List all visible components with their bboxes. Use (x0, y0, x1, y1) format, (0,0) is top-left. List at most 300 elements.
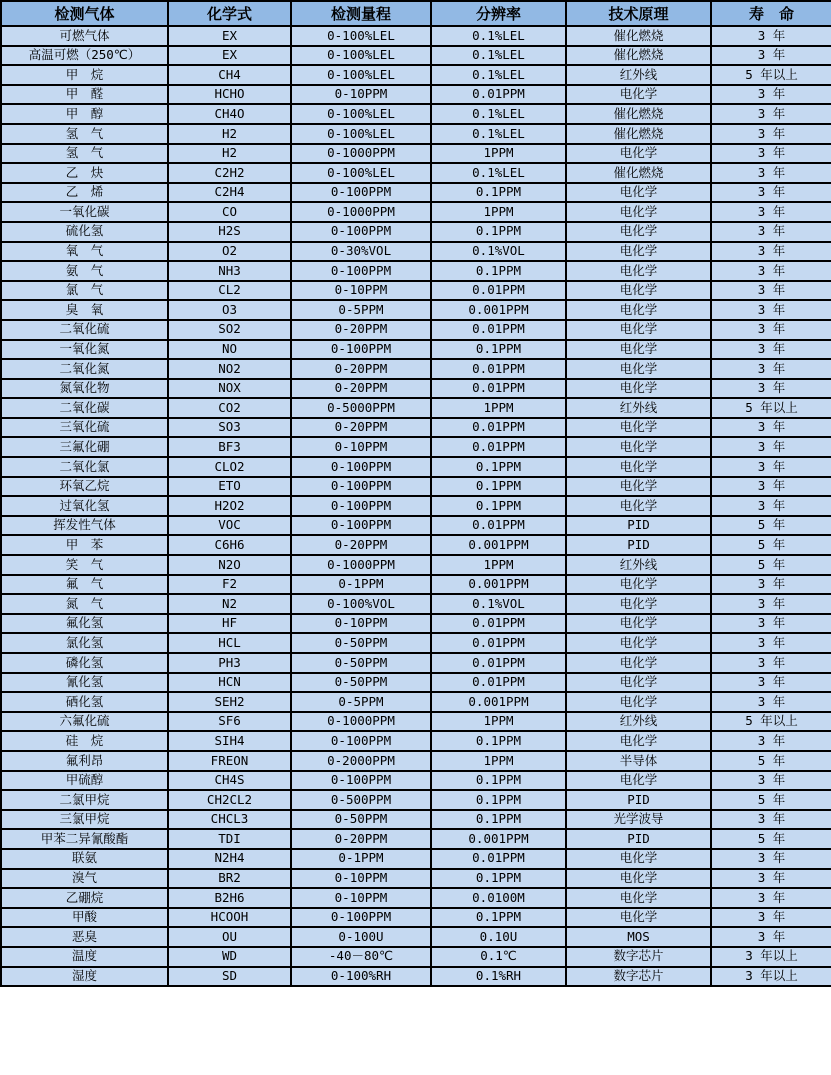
gas-name-cell: 联氨 (1, 849, 168, 869)
resolution-cell: 0.1%LEL (431, 163, 566, 183)
detection-range-cell: 0-100%LEL (291, 163, 431, 183)
lifespan-cell: 3 年 (711, 300, 831, 320)
technology-cell: 电化学 (566, 731, 711, 751)
chemical-formula-cell: OU (168, 927, 291, 947)
table-row (1, 947, 831, 967)
technology-cell: PID (566, 829, 711, 849)
table-row (1, 144, 831, 164)
gas-name-cell: 二氧化碳 (1, 398, 168, 418)
detection-range-cell: 0-500PPM (291, 790, 431, 810)
table-row (1, 869, 831, 889)
technology-cell: 电化学 (566, 653, 711, 673)
resolution-cell: 1PPM (431, 144, 566, 164)
gas-name-cell: 甲 烷 (1, 65, 168, 85)
chemical-formula-cell: EX (168, 46, 291, 66)
table-row (1, 340, 831, 360)
resolution-cell: 0.1PPM (431, 771, 566, 791)
technology-cell: 电化学 (566, 575, 711, 595)
chemical-formula-cell: CH4 (168, 65, 291, 85)
table-row (1, 222, 831, 242)
lifespan-cell: 3 年 (711, 26, 831, 46)
gas-name-cell: 甲硫醇 (1, 771, 168, 791)
detection-range-cell: 0-1PPM (291, 849, 431, 869)
lifespan-cell: 3 年 (711, 457, 831, 477)
lifespan-cell: 5 年 (711, 555, 831, 575)
lifespan-cell: 3 年 (711, 281, 831, 301)
table-row (1, 633, 831, 653)
technology-cell: 电化学 (566, 418, 711, 438)
technology-cell: 电化学 (566, 692, 711, 712)
chemical-formula-cell: HCOOH (168, 908, 291, 928)
lifespan-cell: 5 年 (711, 516, 831, 536)
gas-name-cell: 溴气 (1, 869, 168, 889)
chemical-formula-cell: O3 (168, 300, 291, 320)
resolution-cell: 0.1%LEL (431, 46, 566, 66)
lifespan-cell: 3 年 (711, 614, 831, 634)
lifespan-cell: 3 年 (711, 633, 831, 653)
lifespan-cell: 3 年 (711, 653, 831, 673)
technology-cell: 光学波导 (566, 810, 711, 830)
lifespan-cell: 3 年 (711, 320, 831, 340)
lifespan-cell: 3 年 (711, 340, 831, 360)
resolution-cell: 0.01PPM (431, 849, 566, 869)
gas-name-cell: 高温可燃（250℃） (1, 46, 168, 66)
detection-range-cell: 0-10PPM (291, 85, 431, 105)
detection-range-cell: 0-1000PPM (291, 144, 431, 164)
gas-name-cell: 甲苯二异氰酸酯 (1, 829, 168, 849)
resolution-cell: 0.01PPM (431, 516, 566, 536)
lifespan-cell: 3 年 (711, 359, 831, 379)
detection-range-cell: 0-100PPM (291, 496, 431, 516)
resolution-cell: 0.001PPM (431, 575, 566, 595)
detection-range-cell: 0-10PPM (291, 281, 431, 301)
table-row (1, 163, 831, 183)
detection-range-cell: 0-5PPM (291, 300, 431, 320)
table-row (1, 751, 831, 771)
lifespan-cell: 3 年 (711, 202, 831, 222)
gas-name-cell: 挥发性气体 (1, 516, 168, 536)
technology-cell: 电化学 (566, 888, 711, 908)
technology-cell: 电化学 (566, 673, 711, 693)
detection-range-cell: 0-20PPM (291, 359, 431, 379)
detection-range-cell: 0-50PPM (291, 810, 431, 830)
table-row (1, 300, 831, 320)
resolution-cell: 0.1%LEL (431, 104, 566, 124)
resolution-cell: 0.01PPM (431, 633, 566, 653)
resolution-cell: 0.1%LEL (431, 65, 566, 85)
chemical-formula-cell: WD (168, 947, 291, 967)
table-row (1, 888, 831, 908)
detection-range-cell: 0-5PPM (291, 692, 431, 712)
technology-cell: 电化学 (566, 594, 711, 614)
lifespan-cell: 3 年 (711, 144, 831, 164)
lifespan-cell: 3 年以上 (711, 947, 831, 967)
table-row (1, 692, 831, 712)
chemical-formula-cell: FREON (168, 751, 291, 771)
table-row (1, 124, 831, 144)
technology-cell: 电化学 (566, 477, 711, 497)
technology-cell: 数字芯片 (566, 967, 711, 987)
table-row (1, 183, 831, 203)
chemical-formula-cell: F2 (168, 575, 291, 595)
lifespan-cell: 3 年 (711, 379, 831, 399)
chemical-formula-cell: VOC (168, 516, 291, 536)
resolution-cell: 0.1PPM (431, 869, 566, 889)
technology-cell: 电化学 (566, 908, 711, 928)
table-row (1, 437, 831, 457)
technology-cell: 电化学 (566, 202, 711, 222)
gas-name-cell: 氟化氢 (1, 614, 168, 634)
table-row (1, 594, 831, 614)
resolution-cell: 0.1PPM (431, 261, 566, 281)
technology-cell: 电化学 (566, 85, 711, 105)
detection-range-cell: 0-20PPM (291, 418, 431, 438)
gas-name-cell: 二氧化氯 (1, 457, 168, 477)
technology-cell: 电化学 (566, 359, 711, 379)
detection-range-cell: 0-50PPM (291, 653, 431, 673)
chemical-formula-cell: H2 (168, 124, 291, 144)
resolution-cell: 0.01PPM (431, 379, 566, 399)
chemical-formula-cell: HCHO (168, 85, 291, 105)
detection-range-cell: 0-100PPM (291, 457, 431, 477)
resolution-cell: 0.1%VOL (431, 594, 566, 614)
resolution-cell: 0.1℃ (431, 947, 566, 967)
column-header-resolution: 分辨率 (431, 1, 566, 26)
gas-name-cell: 笑 气 (1, 555, 168, 575)
gas-name-cell: 氢 气 (1, 124, 168, 144)
resolution-cell: 0.1PPM (431, 222, 566, 242)
table-row (1, 202, 831, 222)
lifespan-cell: 3 年 (711, 183, 831, 203)
technology-cell: 数字芯片 (566, 947, 711, 967)
resolution-cell: 0.01PPM (431, 418, 566, 438)
detection-range-cell: 0-10PPM (291, 614, 431, 634)
table-row (1, 967, 831, 987)
technology-cell: 电化学 (566, 869, 711, 889)
gas-name-cell: 氢 气 (1, 144, 168, 164)
lifespan-cell: 5 年以上 (711, 65, 831, 85)
chemical-formula-cell: NO2 (168, 359, 291, 379)
resolution-cell: 0.01PPM (431, 85, 566, 105)
gas-name-cell: 氮氧化物 (1, 379, 168, 399)
detection-range-cell: 0-100%LEL (291, 104, 431, 124)
technology-cell: 电化学 (566, 261, 711, 281)
column-header-chemical-formula: 化学式 (168, 1, 291, 26)
gas-name-cell: 乙硼烷 (1, 888, 168, 908)
chemical-formula-cell: SEH2 (168, 692, 291, 712)
gas-name-cell: 甲酸 (1, 908, 168, 928)
resolution-cell: 0.1PPM (431, 457, 566, 477)
table-row (1, 555, 831, 575)
table-row (1, 398, 831, 418)
lifespan-cell: 3 年 (711, 849, 831, 869)
technology-cell: 电化学 (566, 496, 711, 516)
gas-name-cell: 氮 气 (1, 594, 168, 614)
gas-name-cell: 三氯甲烷 (1, 810, 168, 830)
header-row (1, 1, 831, 26)
resolution-cell: 0.001PPM (431, 535, 566, 555)
resolution-cell: 1PPM (431, 202, 566, 222)
chemical-formula-cell: CH4S (168, 771, 291, 791)
detection-range-cell: 0-100PPM (291, 222, 431, 242)
technology-cell: 电化学 (566, 771, 711, 791)
lifespan-cell: 3 年 (711, 242, 831, 262)
table-row (1, 242, 831, 262)
chemical-formula-cell: NO (168, 340, 291, 360)
lifespan-cell: 5 年 (711, 790, 831, 810)
detection-range-cell: 0-20PPM (291, 535, 431, 555)
detection-range-cell: 0-10PPM (291, 437, 431, 457)
chemical-formula-cell: EX (168, 26, 291, 46)
table-row (1, 829, 831, 849)
chemical-formula-cell: CHCL3 (168, 810, 291, 830)
resolution-cell: 0.0100M (431, 888, 566, 908)
detection-range-cell: 0-100%LEL (291, 65, 431, 85)
table-row (1, 614, 831, 634)
resolution-cell: 0.01PPM (431, 359, 566, 379)
table-row (1, 281, 831, 301)
lifespan-cell: 3 年 (711, 46, 831, 66)
detection-range-cell: 0-100PPM (291, 477, 431, 497)
chemical-formula-cell: SD (168, 967, 291, 987)
chemical-formula-cell: HCL (168, 633, 291, 653)
chemical-formula-cell: CO (168, 202, 291, 222)
detection-range-cell: 0-100PPM (291, 908, 431, 928)
technology-cell: 电化学 (566, 614, 711, 634)
detection-range-cell: 0-100U (291, 927, 431, 947)
gas-name-cell: 氰化氢 (1, 673, 168, 693)
lifespan-cell: 3 年 (711, 731, 831, 751)
detection-range-cell: 0-10PPM (291, 869, 431, 889)
lifespan-cell: 3 年 (711, 104, 831, 124)
chemical-formula-cell: C2H2 (168, 163, 291, 183)
detection-range-cell: 0-100PPM (291, 261, 431, 281)
technology-cell: 电化学 (566, 222, 711, 242)
gas-name-cell: 一氧化碳 (1, 202, 168, 222)
technology-cell: PID (566, 516, 711, 536)
table-row (1, 457, 831, 477)
chemical-formula-cell: SO3 (168, 418, 291, 438)
chemical-formula-cell: HF (168, 614, 291, 634)
technology-cell: 电化学 (566, 300, 711, 320)
table-row (1, 535, 831, 555)
lifespan-cell: 3 年 (711, 927, 831, 947)
gas-name-cell: 氧 气 (1, 242, 168, 262)
lifespan-cell: 3 年 (711, 496, 831, 516)
detection-range-cell: 0-2000PPM (291, 751, 431, 771)
technology-cell: 红外线 (566, 555, 711, 575)
resolution-cell: 0.1PPM (431, 731, 566, 751)
resolution-cell: 0.001PPM (431, 829, 566, 849)
resolution-cell: 0.1%VOL (431, 242, 566, 262)
table-body (1, 26, 831, 986)
column-header-detection-range: 检测量程 (291, 1, 431, 26)
lifespan-cell: 5 年 (711, 535, 831, 555)
resolution-cell: 0.01PPM (431, 614, 566, 634)
detection-range-cell: 0-20PPM (291, 829, 431, 849)
resolution-cell: 0.001PPM (431, 300, 566, 320)
resolution-cell: 0.1PPM (431, 908, 566, 928)
detection-range-cell: 0-100PPM (291, 516, 431, 536)
chemical-formula-cell: BR2 (168, 869, 291, 889)
technology-cell: 半导体 (566, 751, 711, 771)
chemical-formula-cell: TDI (168, 829, 291, 849)
gas-name-cell: 乙 炔 (1, 163, 168, 183)
table-row (1, 418, 831, 438)
detection-range-cell: -40－80℃ (291, 947, 431, 967)
resolution-cell: 1PPM (431, 751, 566, 771)
lifespan-cell: 5 年 (711, 829, 831, 849)
technology-cell: 电化学 (566, 281, 711, 301)
technology-cell: 电化学 (566, 242, 711, 262)
chemical-formula-cell: PH3 (168, 653, 291, 673)
lifespan-cell: 5 年以上 (711, 712, 831, 732)
detection-range-cell: 0-100PPM (291, 340, 431, 360)
gas-name-cell: 磷化氢 (1, 653, 168, 673)
table-row (1, 496, 831, 516)
gas-name-cell: 恶臭 (1, 927, 168, 947)
lifespan-cell: 3 年 (711, 261, 831, 281)
technology-cell: MOS (566, 927, 711, 947)
detection-range-cell: 0-100%LEL (291, 124, 431, 144)
gas-name-cell: 过氧化氢 (1, 496, 168, 516)
gas-name-cell: 乙 烯 (1, 183, 168, 203)
technology-cell: 红外线 (566, 65, 711, 85)
technology-cell: 催化燃烧 (566, 124, 711, 144)
table-row (1, 26, 831, 46)
resolution-cell: 0.01PPM (431, 653, 566, 673)
lifespan-cell: 3 年 (711, 575, 831, 595)
gas-name-cell: 氯 气 (1, 281, 168, 301)
table-row (1, 46, 831, 66)
chemical-formula-cell: H2O2 (168, 496, 291, 516)
table-header (1, 1, 831, 26)
gas-name-cell: 二氧化硫 (1, 320, 168, 340)
table-row (1, 731, 831, 751)
detection-range-cell: 0-1000PPM (291, 202, 431, 222)
gas-name-cell: 硅 烷 (1, 731, 168, 751)
lifespan-cell: 3 年 (711, 477, 831, 497)
technology-cell: 催化燃烧 (566, 46, 711, 66)
chemical-formula-cell: O2 (168, 242, 291, 262)
resolution-cell: 0.1PPM (431, 810, 566, 830)
detection-range-cell: 0-1000PPM (291, 712, 431, 732)
resolution-cell: 0.1%LEL (431, 26, 566, 46)
gas-name-cell: 二氧化氮 (1, 359, 168, 379)
lifespan-cell: 3 年 (711, 85, 831, 105)
chemical-formula-cell: N2O (168, 555, 291, 575)
table-row (1, 516, 831, 536)
resolution-cell: 0.1PPM (431, 340, 566, 360)
chemical-formula-cell: SO2 (168, 320, 291, 340)
detection-range-cell: 0-100%LEL (291, 26, 431, 46)
technology-cell: 电化学 (566, 633, 711, 653)
table-row (1, 653, 831, 673)
detection-range-cell: 0-100PPM (291, 731, 431, 751)
lifespan-cell: 3 年 (711, 418, 831, 438)
column-header-technology: 技术原理 (566, 1, 711, 26)
table-row (1, 790, 831, 810)
resolution-cell: 0.01PPM (431, 437, 566, 457)
detection-range-cell: 0-100%VOL (291, 594, 431, 614)
table-row (1, 320, 831, 340)
gas-name-cell: 硫化氢 (1, 222, 168, 242)
gas-name-cell: 氨 气 (1, 261, 168, 281)
technology-cell: 电化学 (566, 183, 711, 203)
detection-range-cell: 0-30%VOL (291, 242, 431, 262)
resolution-cell: 0.001PPM (431, 692, 566, 712)
gas-name-cell: 一氧化氮 (1, 340, 168, 360)
chemical-formula-cell: CL2 (168, 281, 291, 301)
detection-range-cell: 0-10PPM (291, 888, 431, 908)
gas-name-cell: 臭 氧 (1, 300, 168, 320)
lifespan-cell: 3 年 (711, 692, 831, 712)
detection-range-cell: 0-100%RH (291, 967, 431, 987)
chemical-formula-cell: CH2CL2 (168, 790, 291, 810)
table-row (1, 359, 831, 379)
resolution-cell: 0.10U (431, 927, 566, 947)
lifespan-cell: 3 年 (711, 771, 831, 791)
gas-name-cell: 甲 苯 (1, 535, 168, 555)
resolution-cell: 0.1PPM (431, 183, 566, 203)
gas-name-cell: 温度 (1, 947, 168, 967)
resolution-cell: 0.1PPM (431, 790, 566, 810)
chemical-formula-cell: NOX (168, 379, 291, 399)
technology-cell: 催化燃烧 (566, 104, 711, 124)
detection-range-cell: 0-5000PPM (291, 398, 431, 418)
chemical-formula-cell: CLO2 (168, 457, 291, 477)
table-row (1, 712, 831, 732)
table-row (1, 575, 831, 595)
resolution-cell: 1PPM (431, 712, 566, 732)
gas-name-cell: 三氟化硼 (1, 437, 168, 457)
gas-name-cell: 氟利昂 (1, 751, 168, 771)
table-row (1, 65, 831, 85)
technology-cell: 电化学 (566, 144, 711, 164)
lifespan-cell: 3 年以上 (711, 967, 831, 987)
chemical-formula-cell: NH3 (168, 261, 291, 281)
lifespan-cell: 3 年 (711, 437, 831, 457)
technology-cell: PID (566, 535, 711, 555)
technology-cell: PID (566, 790, 711, 810)
technology-cell: 催化燃烧 (566, 26, 711, 46)
chemical-formula-cell: SIH4 (168, 731, 291, 751)
table-row (1, 927, 831, 947)
detection-range-cell: 0-50PPM (291, 673, 431, 693)
technology-cell: 电化学 (566, 457, 711, 477)
lifespan-cell: 5 年以上 (711, 398, 831, 418)
detection-range-cell: 0-20PPM (291, 320, 431, 340)
chemical-formula-cell: C2H4 (168, 183, 291, 203)
lifespan-cell: 3 年 (711, 869, 831, 889)
gas-name-cell: 氯化氢 (1, 633, 168, 653)
detection-range-cell: 0-20PPM (291, 379, 431, 399)
table-row (1, 908, 831, 928)
technology-cell: 电化学 (566, 320, 711, 340)
chemical-formula-cell: N2H4 (168, 849, 291, 869)
detection-range-cell: 0-100%LEL (291, 46, 431, 66)
chemical-formula-cell: HCN (168, 673, 291, 693)
chemical-formula-cell: CH4O (168, 104, 291, 124)
detection-range-cell: 0-1000PPM (291, 555, 431, 575)
gas-name-cell: 甲 醇 (1, 104, 168, 124)
lifespan-cell: 3 年 (711, 124, 831, 144)
column-header-gas-name: 检测气体 (1, 1, 168, 26)
technology-cell: 红外线 (566, 398, 711, 418)
table-row (1, 379, 831, 399)
technology-cell: 电化学 (566, 437, 711, 457)
technology-cell: 催化燃烧 (566, 163, 711, 183)
